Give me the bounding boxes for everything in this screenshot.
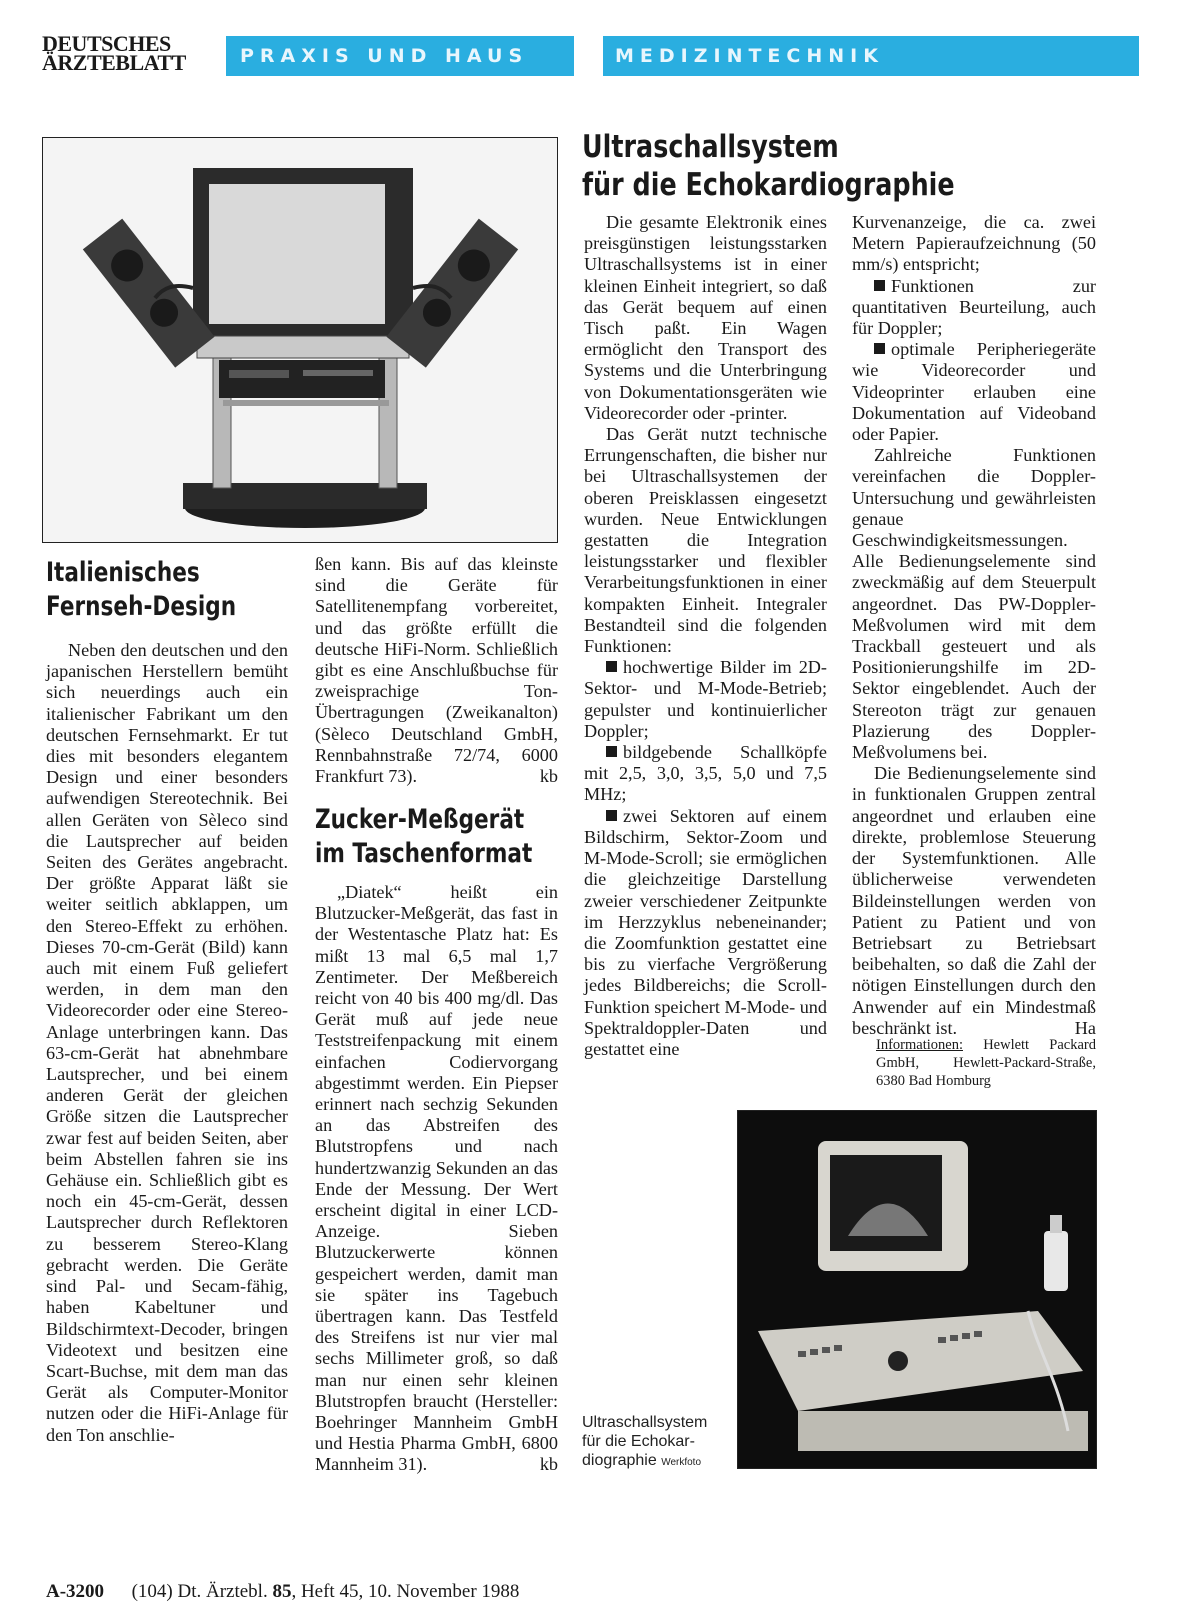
ultrasound-caption [582, 1413, 732, 1472]
journal-masthead [42, 31, 214, 75]
article2-title-line-1: Zucker-Meßgerät [315, 804, 525, 835]
article1-column-2 [315, 554, 558, 787]
bullet-square-icon [606, 810, 617, 821]
article3-bullet-4 [852, 276, 1096, 340]
article2-title [315, 803, 532, 871]
caption-line-2: für die Echokar- [582, 1433, 695, 1450]
section-band-praxis: PRAXIS UND HAUS [226, 36, 574, 76]
info-text: Hewlett Packard GmbH, Hewlett-Packard-Straße, 6380 Bad Homburg [876, 1037, 1096, 1089]
ultrasound-illustration [738, 1111, 1096, 1468]
tv-photo [42, 137, 558, 543]
article3-bullet-5 [852, 339, 1096, 445]
article2-author: kb [539, 1454, 558, 1475]
article3-bullet-5-text: optimale Peripheriegeräte wie Videorecorder und Videoprinter erlauben eine Dokumentation auf Videoband oder Papier. [852, 339, 1096, 445]
caption-line-3 [582, 1451, 732, 1472]
article1-column-1 [46, 640, 288, 1446]
bullet-square-icon [606, 746, 617, 757]
footer-journal: Dt. Ärztebl. [177, 1581, 268, 1602]
article1-paragraph-2-text: ßen kann. Bis auf das kleinste sind die Geräte für Satellitenempfang vorbereitet, und das größte erfüllt die deutsche HiFi-Norm. Schließlich gibt es eine Anschlußbuchse für zweisprachige Ton-Übertragungen (Zweikanalton) (Sèleco Deutschland GmbH, Rennbahnstraße 72/74, 6000 Frankfurt 73). [315, 554, 558, 787]
footer-page-number: A-3200 [46, 1581, 105, 1602]
caption-line-3-text: diographie [582, 1452, 657, 1469]
article1-title-line-2: Fernseh-Design [46, 591, 237, 622]
article2-paragraph-text: „Diatek“ heißt ein Blutzucker-Meßgerät, das fast in der Westentasche Platz hat: Es mißt 13 mal 6,5 mal 1,7 Zentimeter. Der Meßbereich reicht von 40 bis 400 mg/dl. Das Gerät muß auf jede neue Teststreifenpackung mit einem einfachen Codiervorgang abgestimmt werden. Ein Piepser erinnert nach sechzig Sekunden an das Abstreifen des Blutstropfens und nach hundertzwanzig Sekunden an das Ende der Messung. Der Wert erscheint digital in einer LCD-Anzeige. Sieben Blutzuckerwerte können gespeichert werden, damit man sie später ins Tagebuch übertragen kann. Das Testfeld des Streifens ist nur vier mal sechs Millimeter groß, so daß man nur einen sehr kleinen Blutstropfen braucht (Hersteller: Boehringer Mannheim GmbH und Hestia Pharma GmbH, 6800 Mannheim 31). [315, 882, 558, 1475]
article3-paragraph-5-text: Die Bedienungselemente sind in funktionalen Gruppen zentral angeordnet und erlauben eine direkte, problemlose Steuerung der Systemfunktionen. Alle üblicherweise verwendeten Bildeinstellungen werden von Patient zu Patient und von Betriebsart zu Betriebsart beibehalten, so daß die Zahl der nötigen Einstellungen durch den Anwender auf ein Mindestmaß beschränkt ist. [852, 763, 1096, 1038]
tv-illustration [43, 138, 557, 542]
footer-date: , Heft 45, 10. November 1988 [291, 1581, 520, 1602]
article3-paragraph-1: Die gesamte Elektronik eines preisgünstigen leistungsstarken Ultraschallsystems ist in einer kleinen Einheit integriert, so daß das Gerät bequem auf einen Tisch paßt. Ein Wagen ermöglicht den Transport des Systems und die Unterbringung von Dokumentationsgeräten wie Videorecorder oder -printer. [584, 212, 827, 423]
ultrasound-photo [737, 1110, 1097, 1469]
bullet-square-icon [606, 661, 617, 672]
footer-issue: (104) [131, 1581, 173, 1602]
bullet-square-icon [874, 343, 885, 354]
article1-title-line-1: Italienisches [46, 557, 200, 588]
article1-author: kb [539, 766, 558, 787]
caption-credit: Werkfoto [661, 1457, 702, 1468]
article3-title-line-1: Ultraschallsystem [582, 129, 839, 165]
article1-title [46, 556, 236, 624]
article3-paragraph-3: Kurvenanzeige, die ca. zwei Metern Papieraufzeichnung (50 mm/s) entspricht; [852, 212, 1096, 275]
article3-bullet-2-text: bildgebende Schallköpfe mit 2,5, 3,0, 3,5, 5,0 und 7,5 MHz; [584, 742, 827, 805]
article3-bullet-3-text: zwei Sektoren auf einem Bildschirm, Sektor-Zoom und M-Mode-Scroll; sie ermöglichen die gleichzeitige Darstellung zweier verschiedener Zeitpunkte im Herzzyklus nebeneinander; die Zoomfunktion gestattet eine bis zu vierfache Vergrößerung jedes Bildbereichs; die Scroll-Funktion speichert M-Mode- und Spektraldoppler-Daten und gestattet eine [584, 805, 827, 1059]
article1-paragraph-2 [315, 554, 558, 787]
article3-title [582, 128, 955, 204]
article3-title-line-2: für die Echokardiographie [582, 167, 955, 203]
article2-body [315, 882, 558, 1476]
article3-column-3 [584, 212, 827, 1060]
page-footer [46, 1581, 519, 1603]
article3-paragraph-4: Zahlreiche Funktionen vereinfachen die Doppler-Untersuchung und gewährleisten genaue Geschwindigkeitsmessungen. Alle Bedienungselemente sind zweckmäßig auf dem Steuerpult angeordnet. Das PW-Doppler-Meßvolumen wird mit dem Trackball gesteuert und als Positionierungshilfe im 2D-Sektor eingeblendet. Auch der Stereoton trägt zur genauen Plazierung des Doppler-Meßvolumens bei. [852, 445, 1096, 763]
article3-column-4 [852, 212, 1096, 1039]
article3-bullet-2 [584, 742, 827, 806]
article2-paragraph [315, 882, 558, 1476]
article3-paragraph-2: Das Gerät nutzt technische Errungenschaften, die bisher nur bei Ultraschallsystemen der oberen Preisklassen eingesetzt wurden. Neue Entwicklungen gestatten die Integration leistungsstarker und flexibler Verarbeitungsfunktionen in einer kompakten Einheit. Integraler Bestandteil sind die folgenden Funktionen: [584, 424, 827, 657]
article3-bullet-1 [584, 657, 827, 742]
article3-info [876, 1036, 1096, 1090]
info-label: Informationen: [876, 1037, 963, 1053]
footer-volume: 85 [272, 1581, 292, 1602]
article3-bullet-1-text: hochwertige Bilder im 2D-Sektor- und M-Mode-Betrieb; gepulster und kontinuierlicher Doppler; [584, 657, 827, 741]
masthead-line-1: DEUTSCHES [42, 31, 171, 56]
masthead-line-2: ÄRZTEBLATT [42, 50, 186, 75]
article1-paragraph-1: Neben den deutschen und den japanischen Herstellern bemüht sich neuerdings auch ein italienischer Fabrikant um den deutschen Fernsehmarkt. Er tut dies mit besonders elegantem Design und einer besonders aufwendigen Stereotechnik. Bei allen Geräten von Sèleco sind die Lautsprecher auf beiden Seiten des Gerätes angebracht. Der größte Apparat läßt sie weiter seitlich abklappen, um den Stereo-Effekt zu erhöhen. Dieses 70-cm-Gerät (Bild) kann auch mit einem Fuß geliefert werden, in dem man den Videorecorder oder eine Stereo-Anlage unterbringen kann. Das 63-cm-Gerät hat abnehmbare Lautsprecher, und bei einem anderen Gerät der gleichen Größe sitzen die Lautsprecher zwar fest auf beiden Seiten, aber beim Abstellen fahren sie ins Gehäuse ein. Schließlich gibt es noch ein 45-cm-Gerät, dessen Lautsprecher durch Reflektoren zu besserem Stereo-Klang gebracht werden. Die Geräte sind Pal- und Secam-fähig, haben Kabeltuner und Bildschirmtext-Decoder, bringen Videotext und besitzen eine Scart-Buchse, mit dem man das Gerät als Computer-Monitor nutzen oder die HiFi-Anlage für den Ton anschlie- [46, 640, 288, 1445]
article3-author: Ha [1074, 1017, 1096, 1038]
caption-line-1: Ultraschallsystem [582, 1414, 708, 1431]
bullet-square-icon [874, 280, 885, 291]
article3-paragraph-5 [852, 763, 1096, 1039]
article2-title-line-2: im Taschenformat [315, 838, 533, 869]
article3-bullet-3 [584, 806, 827, 1060]
article3-bullet-4-text: Funktionen zur quantitativen Beurteilung, auch für Doppler; [852, 275, 1096, 339]
section-band-medizintechnik: MEDIZINTECHNIK [603, 36, 1139, 76]
